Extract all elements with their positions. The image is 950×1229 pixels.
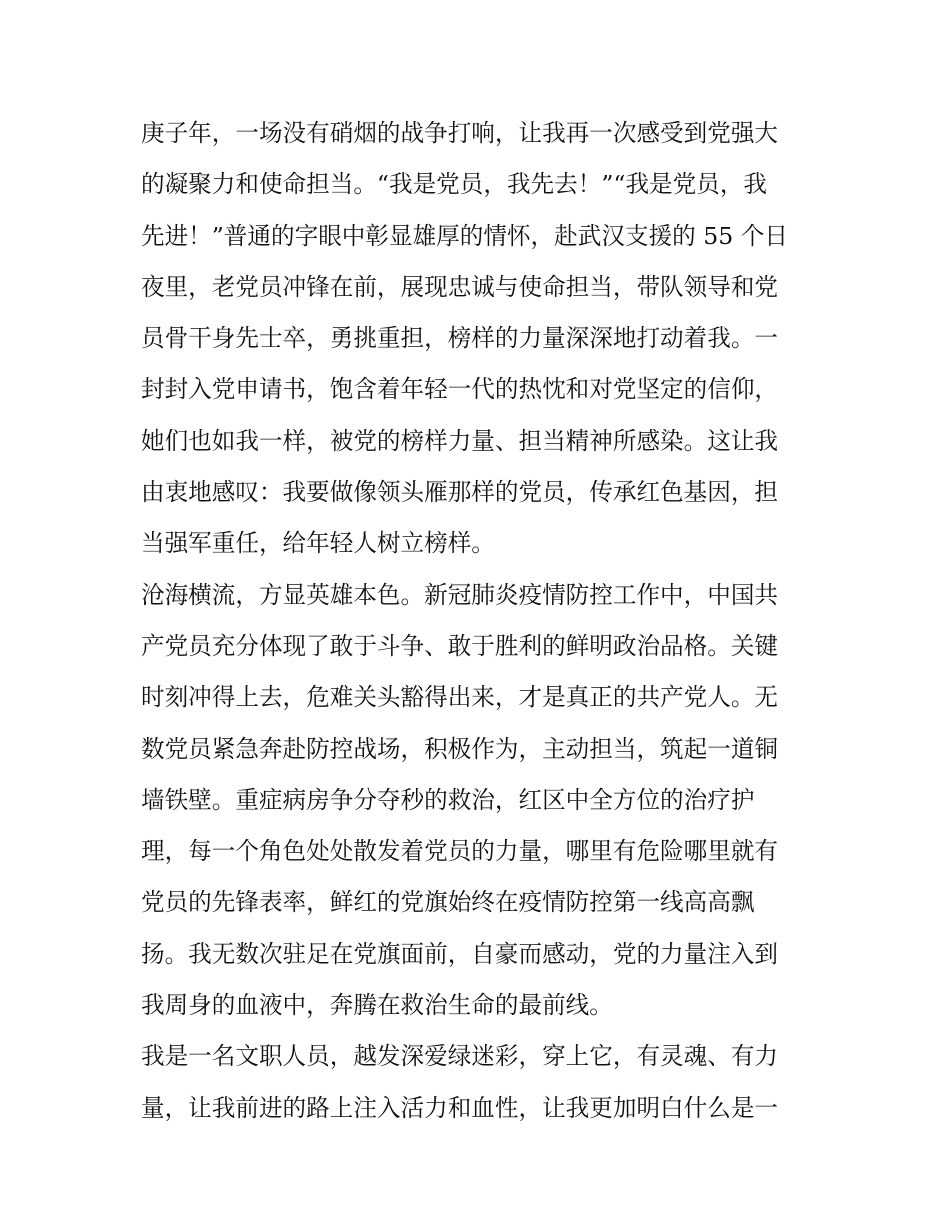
text-line: 党员的先锋表率，鲜红的党旗始终在疫情防控第一线高高飘 [141,888,755,917]
text-line: 产党员充分体现了敢于斗争、敢于胜利的鲜明政治品格。关键 [141,631,779,660]
text-line: 沧海横流，方显英雄本色。新冠肺炎疫情防控工作中，中国共 [141,580,779,609]
text-line: 我是一名文职人员，越发深爱绿迷彩，穿上它，有灵魂、有力 [141,1042,779,1071]
text-line: 时刻冲得上去，危难关头豁得出来，才是真正的共产党人。无 [141,683,779,712]
text-line: 的凝聚力和使命担当。“我是党员，我先去！”“我是党员，我 [141,170,768,199]
text-line: 庚子年，一场没有硝烟的战争打响，让我再一次感受到党强大 [141,119,779,147]
text-line: 理，每一个角色处处散发着党员的力量，哪里有危险哪里就有 [141,837,779,866]
document-body [141,108,813,1134]
text-line: 数党员紧急奔赴防控战场，积极作为，主动担当，筑起一道铜 [141,734,779,763]
text-line: 扬。我无数次驻足在党旗面前，自豪而感动，党的力量注入到 [141,939,779,968]
text-line: 员骨干身先士卒，勇挑重担，榜样的力量深深地打动着我。一 [141,324,779,353]
text-line: 墙铁壁。重症病房争分夺秒的救治，红区中全方位的治疗护 [141,785,755,814]
text-line: 量，让我前进的路上注入活力和血性，让我更加明白什么是一 [141,1093,779,1122]
text-line: 由衷地感叹：我要做像领头雁那样的党员，传承红色基因，担 [141,478,779,507]
text-line: 先进！”普通的字眼中彰显雄厚的情怀，赴武汉支援的 55 个日 [141,221,788,250]
text-line: 夜里，老党员冲锋在前，展现忠诚与使命担当，带队领导和党 [141,272,779,301]
text-line: 封封入党申请书，饱含着年轻一代的热忱和对党坚定的信仰， [141,375,779,404]
text-line: 我周身的血液中，奔腾在救治生命的最前线。 [141,991,613,1020]
text-line: 她们也如我一样，被党的榜样力量、担当精神所感染。这让我 [141,426,779,455]
text-line: 当强军重任，给年轻人树立榜样。 [141,529,495,558]
